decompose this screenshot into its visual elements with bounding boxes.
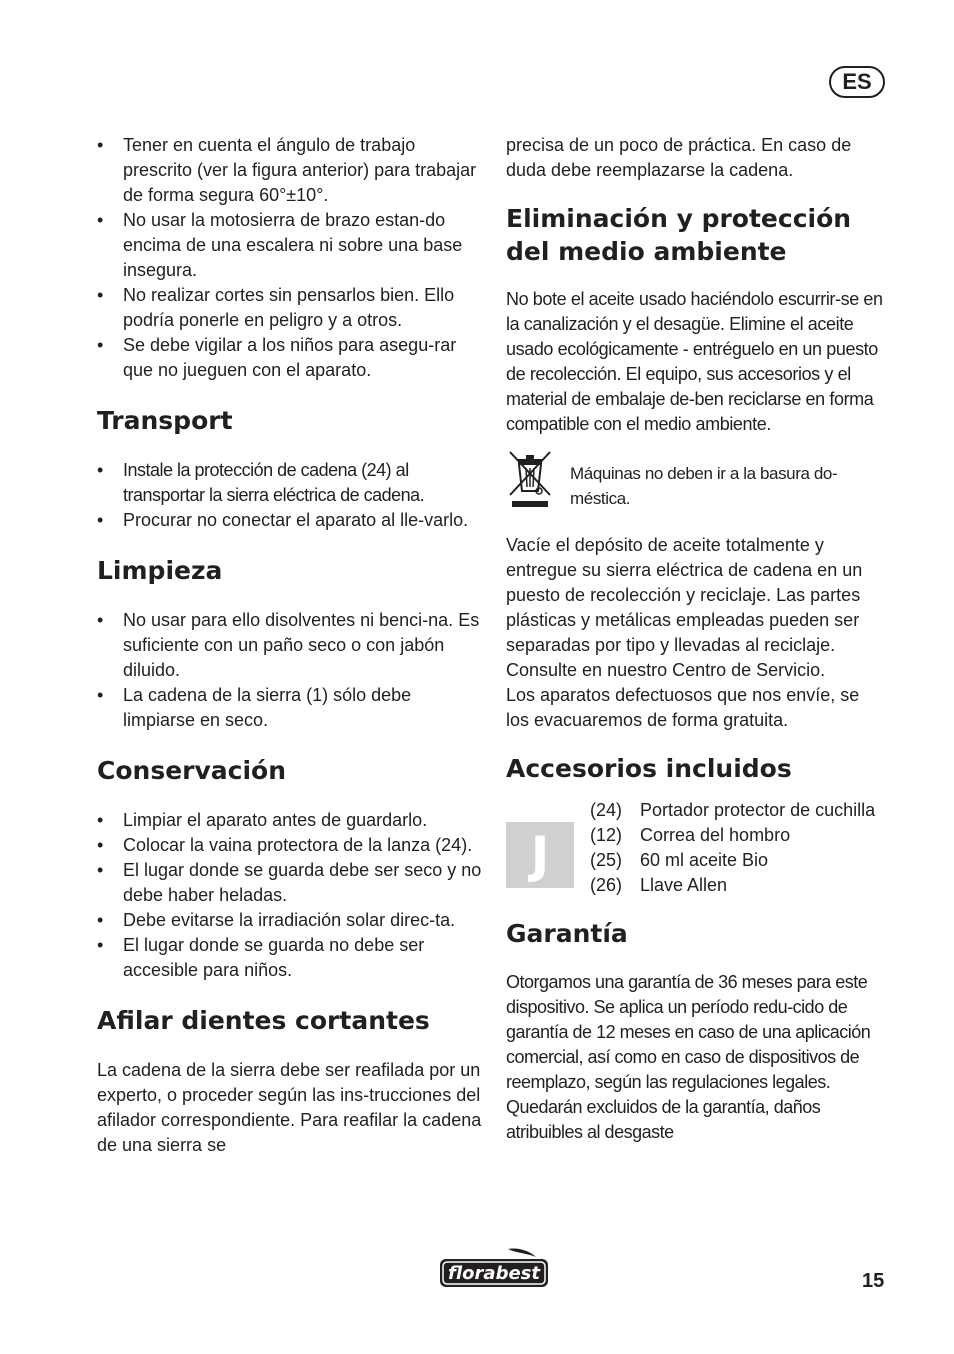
list-item bbox=[590, 798, 875, 823]
list-item: • Se debe vigilar a los niños para asegu-rar que no jueguen con el aparato. bbox=[97, 333, 482, 383]
list-item: • Instale la protección de cadena (24) al transportar la sierra eléctrica de cadena. bbox=[97, 458, 482, 508]
list-item bbox=[590, 823, 875, 848]
list-item: • La cadena de la sierra (1) sólo debe limpiarse en seco. bbox=[97, 683, 482, 733]
disposal-caption: Máquinas no deben ir a la basura do-méstica. bbox=[570, 464, 838, 508]
accessories-list bbox=[590, 798, 875, 898]
continued-paragraph: precisa de un poco de práctica. En caso de duda debe reemplazarse la cadena. bbox=[506, 135, 852, 180]
limpieza-bullet-list bbox=[97, 608, 482, 733]
list-item: • El lugar donde se guarda debe ser seco y no debe haber heladas. bbox=[97, 858, 482, 908]
crossed-out-bin-icon bbox=[506, 449, 554, 509]
item-number: (12) bbox=[590, 825, 623, 845]
item-number: (24) bbox=[590, 800, 623, 820]
disposal-notice bbox=[506, 449, 886, 511]
conservacion-bullet-list bbox=[97, 808, 482, 983]
accessories-block bbox=[506, 798, 886, 898]
list-item: • No usar para ello disolventes ni benci-na. Es suficiente con un paño seco o con jabón diluido. bbox=[97, 608, 482, 683]
item-label: Llave Allen bbox=[640, 875, 728, 895]
item-label: Portador protector de cuchilla bbox=[640, 800, 876, 820]
item-number: (26) bbox=[590, 875, 623, 895]
item-label: Correa del hombro bbox=[640, 825, 791, 845]
list-item: • Colocar la vaina protectora de la lanza (24). bbox=[97, 833, 482, 858]
list-item: • Limpiar el aparato antes de guardarlo. bbox=[97, 808, 482, 833]
list-item: • El lugar donde se guarda no debe ser accesible para niños. bbox=[97, 933, 482, 983]
garantia-heading: Garantía bbox=[506, 919, 628, 948]
list-item: • Tener en cuenta el ángulo de trabajo prescrito (ver la figura anterior) para trabajar de forma segura 60°±10°. bbox=[97, 133, 482, 208]
transport-bullet-list bbox=[97, 458, 482, 533]
language-badge: ES bbox=[829, 66, 885, 98]
free-disposal-paragraph: Los aparatos defectuosos que nos envíe, se los evacuaremos de forma gratuita. bbox=[506, 685, 860, 730]
logo-wordmark: florabest bbox=[448, 1263, 540, 1284]
page-number: 15 bbox=[862, 1270, 885, 1292]
left-column bbox=[97, 133, 482, 1158]
conservacion-heading: Conservación bbox=[97, 756, 287, 785]
afilar-heading: Afilar dientes cortantes bbox=[97, 1006, 430, 1035]
list-item bbox=[590, 873, 875, 898]
item-number: (25) bbox=[590, 850, 623, 870]
list-item: • Procurar no conectar el aparato al lle-varlo. bbox=[97, 508, 482, 533]
list-item bbox=[590, 848, 875, 873]
right-column bbox=[506, 133, 886, 1145]
afilar-paragraph: La cadena de la sierra debe ser reafilada por un experto, o proceder según las ins-trucciones del afilador correspondiente. Para reafilar la cadena de una sierra se bbox=[97, 1060, 482, 1155]
intro-bullet-list bbox=[97, 133, 482, 383]
list-item: • No realizar cortes sin pensarlos bien. Ello podría ponerle en peligro y a otros. bbox=[97, 283, 482, 333]
garantia-paragraph: Otorgamos una garantía de 36 meses para este dispositivo. Se aplica un período redu-cido de garantía de 12 meses en caso de una aplicación comercial, así como en caso de dispositivos de reemplazo, según las regulaciones legales. Quedarán excluidos de la garantía, daños atribuibles al desgaste bbox=[506, 972, 871, 1142]
eliminacion-paragraph: No bote el aceite usado haciéndolo escurrir-se en la canalización y el desagüe. Elimine el aceite usado ecológicamente - entréguelo en un puesto de recolección. El equipo, sus accesorios y el material de embalaje de-ben reciclarse en forma compatible con el medio ambiente. bbox=[506, 289, 883, 434]
transport-heading: Transport bbox=[97, 406, 233, 435]
limpieza-heading: Limpieza bbox=[97, 556, 223, 585]
figure-letter-badge: J bbox=[506, 822, 574, 888]
list-item: • No usar la motosierra de brazo estan-do encima de una escalera ni sobre una base insegura. bbox=[97, 208, 482, 283]
eliminacion-heading: Eliminación y protección del medio ambiente bbox=[506, 204, 852, 266]
recycling-paragraph: Vacíe el depósito de aceite totalmente y entregue su sierra eléctrica de cadena en un puesto de recolección y reciclaje. Las partes plásticas y metálicas empleadas pueden ser separadas por tipo y llevadas al reciclaje. Consulte en nuestro Centro de Servicio. bbox=[506, 535, 863, 680]
list-item: • Debe evitarse la irradiación solar direc-ta. bbox=[97, 908, 482, 933]
florabest-logo bbox=[438, 1247, 550, 1289]
item-label: 60 ml aceite Bio bbox=[640, 850, 769, 870]
accesorios-heading: Accesorios incluidos bbox=[506, 754, 792, 783]
